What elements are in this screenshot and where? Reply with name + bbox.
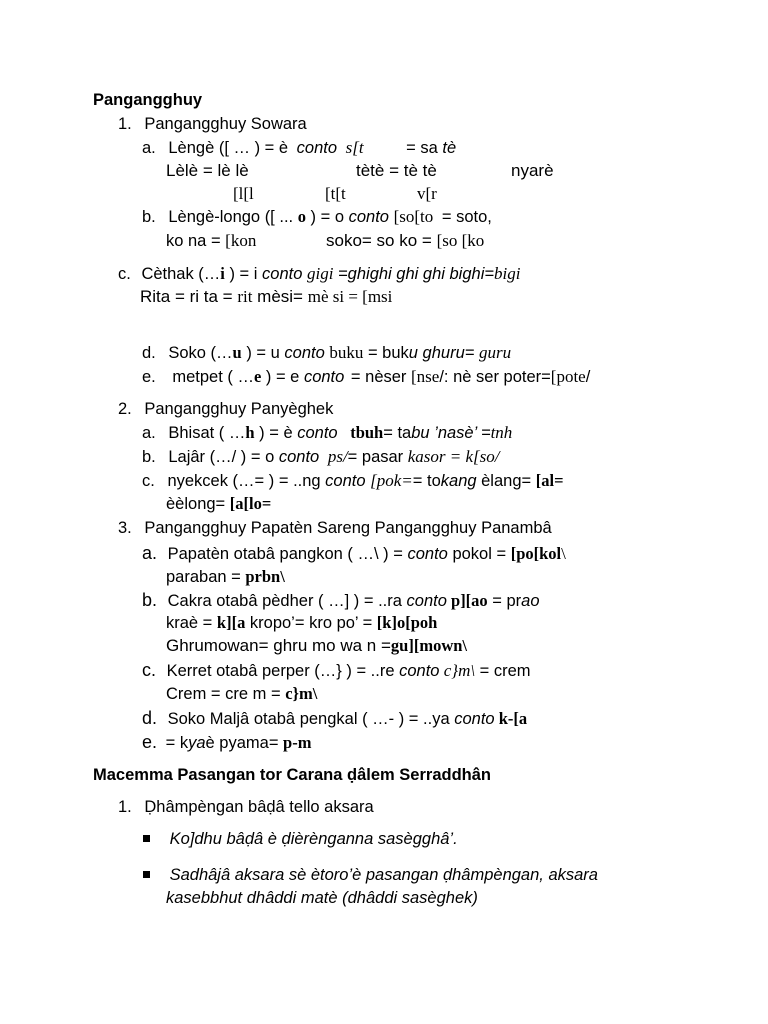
section-2-heading <box>118 399 333 419</box>
item-text: Soko (… <box>168 344 233 362</box>
example-text: Rita = ri ta = <box>140 287 238 306</box>
example-text: kraè = <box>166 614 217 632</box>
item-marker: d. <box>142 708 158 728</box>
item-marker: c. <box>142 472 155 490</box>
script-example: rit <box>237 287 253 306</box>
item-text: ao <box>521 592 540 610</box>
example-text: ko na = <box>166 232 226 250</box>
item-text: metpet ( … <box>172 368 254 386</box>
section-1-heading <box>118 114 307 134</box>
script-example: u <box>232 343 242 362</box>
item-text: / <box>585 368 591 386</box>
item-3e <box>142 732 311 753</box>
item-text: = sa <box>406 139 438 157</box>
example-line <box>356 161 437 181</box>
item-text: = soto, <box>441 208 492 226</box>
item-text: Lèngè-longo ([ ... <box>168 208 298 226</box>
item-text: = k <box>165 734 189 752</box>
example-script: p-m <box>283 733 312 752</box>
section-title-main: Macemma Pasangan tor Carana ḍâlem Serraddhân <box>93 766 491 784</box>
item-text: =ghighi ghi ghi bighi= <box>338 265 495 283</box>
script-example: v[r <box>417 184 437 203</box>
example-script: tnh <box>490 423 513 442</box>
example-script: [so[to <box>393 207 434 226</box>
item-marker: c. <box>118 265 131 283</box>
conto-label: conto <box>454 710 495 728</box>
item-text: ) = i <box>224 265 263 283</box>
example-script: [nse <box>411 367 440 386</box>
item-marker: a. <box>142 139 156 157</box>
item-text: nyekcek (…= ) = ..ng <box>167 472 326 490</box>
conto-label: conto <box>348 208 389 226</box>
item-marker: a. <box>142 543 158 563</box>
example-script: k-[a <box>494 709 528 728</box>
example-script: c}m\ <box>439 661 476 680</box>
bullet-icon <box>143 835 150 842</box>
conto-label: conto <box>297 424 338 442</box>
script-example: i <box>220 264 225 283</box>
list-item <box>118 797 374 817</box>
item-marker: 1. <box>118 798 132 816</box>
example-text: kropo’= kro po’ = <box>245 614 377 632</box>
example-text: nyarè <box>511 161 554 180</box>
item-text: ) = e <box>261 368 304 386</box>
item-marker: a. <box>142 424 156 442</box>
item-marker: b. <box>142 448 156 466</box>
item-text: = crem <box>475 662 531 680</box>
item-1b <box>142 207 492 227</box>
item-text: = pasar <box>347 448 408 466</box>
example-text: Lèlè = lè lè <box>166 161 249 180</box>
script-example: [a[lo= <box>229 494 272 513</box>
script-example: [k]o[poh <box>376 613 438 632</box>
example-script: tbuh <box>350 423 384 442</box>
example-text: Crem = cre m = <box>166 685 286 703</box>
example-script: kasor = k[so/ <box>407 447 500 466</box>
example-script: p][ao <box>446 591 488 610</box>
example-script: [al= <box>535 471 564 490</box>
example-line <box>166 567 285 587</box>
bullet-item <box>143 865 598 885</box>
item-text: tè <box>442 139 457 157</box>
script-example: e <box>253 367 262 386</box>
item-text: Bhisat ( … <box>168 424 246 442</box>
script-example: k][a <box>216 613 246 632</box>
script-example: c}m\ <box>285 684 318 703</box>
item-marker: e. <box>142 368 156 386</box>
item-text: /: nè ser poter= <box>439 368 551 386</box>
conto-label: conto <box>262 265 303 283</box>
section-number: 2. <box>118 400 132 418</box>
script-example: [kon <box>225 231 257 250</box>
item-text: Cèthak (… <box>141 265 221 283</box>
example-script: [po[kol <box>510 544 562 563</box>
example-text: paraban = <box>166 568 246 586</box>
example-line <box>140 287 392 307</box>
item-3d <box>142 708 527 729</box>
item-2a <box>142 423 512 443</box>
item-text: è pyama= <box>205 734 284 752</box>
item-text: = nèser <box>350 368 412 386</box>
bullet-text-continuation: kasebbhut dhâddi matè (dhâddi sasèghek) <box>166 889 478 907</box>
example-line <box>166 161 249 181</box>
script-example: h <box>245 423 255 442</box>
script-example: mè si = [msi <box>307 287 393 306</box>
item-text: ) = u <box>241 344 285 362</box>
item-3c <box>142 660 531 681</box>
example-script: s[t <box>345 138 364 157</box>
item-text: Kerret otabâ perper (…} ) = ..re <box>166 662 400 680</box>
bullet-text: Sadhâjâ aksara sè ètoro’è pasangan ḍhâmpèngan, aksara <box>169 866 598 884</box>
item-1c <box>118 264 520 284</box>
item-text: Lèngè ([ … ) = è <box>168 139 293 157</box>
conto-label: conto <box>296 139 338 157</box>
bullet-icon <box>143 871 150 878</box>
example-text: tètè = tè tè <box>356 161 437 180</box>
conto-label: conto <box>399 662 440 680</box>
item-text: Soko Maljâ otabâ pengkal ( …- ) = ..ya <box>167 710 455 728</box>
section-title: Pangangghuy Panyèghek <box>144 400 334 418</box>
item-text: Cakra otabâ pèdher ( …] ) = ..ra <box>167 592 407 610</box>
section-3-heading <box>118 518 552 538</box>
item-text: = pr <box>487 592 522 610</box>
conto-label: conto <box>325 472 366 490</box>
item-text: ) = o <box>305 208 349 226</box>
item-2b <box>142 447 500 467</box>
example-line <box>166 613 437 633</box>
section-title: Pangangghuy Papatèn Sareng Pangangghuy Panambâ <box>144 519 552 537</box>
example-script: [pote <box>550 367 586 386</box>
example-script: bigi <box>494 264 521 283</box>
section-number: 1. <box>118 115 132 133</box>
conto-label: conto <box>284 344 325 362</box>
conto-label: conto <box>303 368 345 386</box>
example-text: mèsi= <box>252 287 308 306</box>
item-1e <box>142 367 590 387</box>
script-example: [l[l <box>233 184 254 203</box>
example-line <box>166 231 256 251</box>
bullet-text: Ko]dhu bâḍâ è ḍièrènganna sasègghâ’. <box>169 830 458 848</box>
item-3a <box>142 543 566 564</box>
item-text: = to <box>412 472 441 490</box>
example-script: gigi <box>307 264 334 283</box>
item-text: = buk <box>363 344 409 362</box>
page-title: Pangangghuy <box>93 91 203 109</box>
item-1a <box>142 138 456 158</box>
section-number: 3. <box>118 519 132 537</box>
example-text: èèlong= <box>166 495 230 513</box>
example-line <box>166 494 271 514</box>
example-line <box>326 231 484 251</box>
item-text: ya <box>188 734 206 752</box>
script-example: o <box>297 207 306 226</box>
item-text: bu ’nasè’ = <box>411 424 491 442</box>
bullet-item <box>143 829 458 849</box>
example-line <box>166 636 467 656</box>
item-marker: b. <box>142 590 158 610</box>
script-example: [t[t <box>325 184 346 203</box>
example-script: buku <box>329 343 364 362</box>
item-text: ) = è <box>254 424 298 442</box>
example-script: guru <box>478 343 512 362</box>
item-text: = ta <box>383 424 412 442</box>
script-example: [so [ko <box>436 231 485 250</box>
example-script: ps/ <box>327 447 348 466</box>
item-3b <box>142 590 540 611</box>
item-text: Ḍhâmpèngan bâḍâ tello aksara <box>144 798 374 816</box>
example-text: soko= so ko = <box>326 231 437 250</box>
example-text: Ghrumowan= ghru mo wa n = <box>166 636 391 655</box>
item-text: Lajâr (…/ ) = o <box>168 448 279 466</box>
item-marker: c. <box>142 660 157 680</box>
conto-label: conto <box>406 592 447 610</box>
example-line <box>511 161 554 181</box>
item-text: kang <box>440 472 477 490</box>
item-text: Papatèn otabâ pangkon ( …\ ) = <box>167 545 408 563</box>
item-marker: e. <box>142 732 158 752</box>
item-text: pokol = <box>447 545 511 563</box>
conto-label: conto <box>407 545 448 563</box>
conto-label: conto <box>278 448 320 466</box>
item-text: u ghuru= <box>408 344 479 362</box>
script-example: prbn\ <box>245 567 285 586</box>
item-text: èlang= <box>476 472 536 490</box>
example-script: \ <box>561 544 566 563</box>
item-2c <box>142 471 563 491</box>
section-title: Pangangghuy Sowara <box>144 115 307 133</box>
example-script: [pok= <box>370 471 413 490</box>
item-marker: d. <box>142 344 156 362</box>
item-marker: b. <box>142 208 156 226</box>
script-example: gu][mown\ <box>390 636 467 655</box>
example-line <box>166 684 317 704</box>
item-1d <box>142 343 511 363</box>
